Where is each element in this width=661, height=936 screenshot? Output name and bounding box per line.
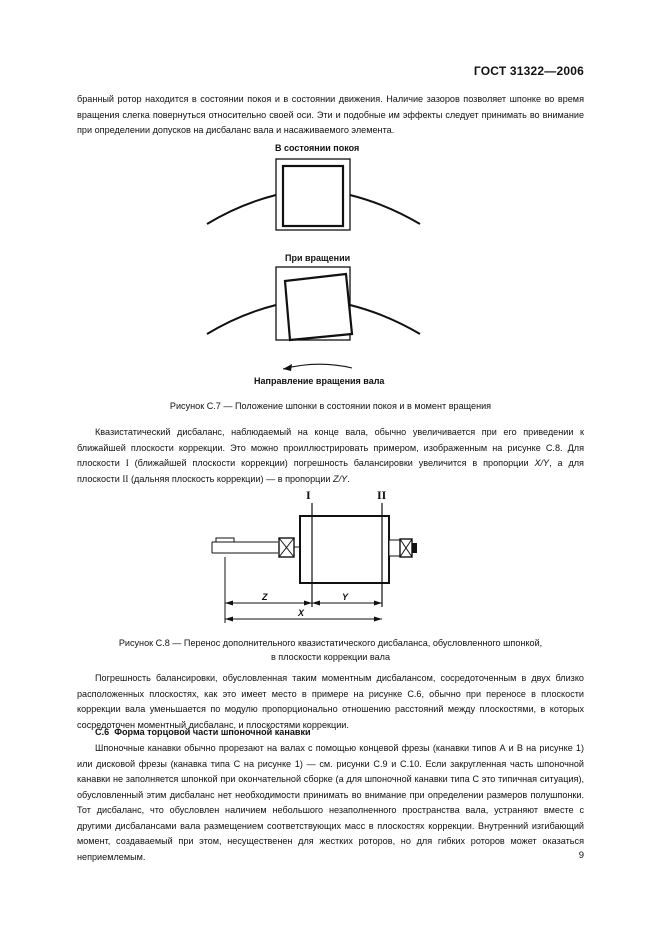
dim-y-arrow-left — [312, 601, 320, 606]
paragraph-keyways: Шпоночные канавки обычно прорезают на валах с помощью концевой фрезы (канавки типов А и В на рисунке 1) или дисковой фрезы (канавка типа С на рисунке 1) — см. рисунки С.9 и С.10. Если закругленная часть шпоночной канавки не заполняется шпонкой при окончательной сборке (а для шпоночной канавки типа С это типичная ситуация), обусловленный этим дисбаланс нет необходимости принимать во внимание при определении размеров полушпонки. Тот дисбаланс, что обусловлен наличием небольшого незаполненного пространства вала, устраняют вместе с другими дисбалансами вала размещением соответствующих масс в плоскостях коррекции. Внутренний изгибающий момент, создаваемый при этом, несущественен для жестких роторов, но для гибких роторов может оказаться неприемлемым. — [77, 743, 584, 862]
plane-ii-ref: II — [122, 473, 129, 484]
section-title: Форма торцовой части шпоночной канавки — [114, 727, 311, 737]
section-number: С.6 — [95, 727, 110, 737]
plane-ii-label: II — [377, 488, 387, 502]
para2-text-1: Квазистатический дисбаланс, наблюдаемый на конце вала, обычно увеличивается при его приведении к ближайшей плоскости коррекции. Это можно проиллюстрировать примером, изображенным на рисунке С.8. Для плоскости — [77, 427, 584, 468]
dim-x-arrow-left — [225, 617, 233, 622]
shaft-right-stub — [389, 540, 400, 556]
rotor-body — [300, 516, 389, 583]
plane-i-ref: I — [125, 458, 129, 468]
figure8-caption — [77, 636, 584, 664]
section-heading — [77, 725, 584, 741]
figure7-label-rest: В состоянии покоя — [275, 143, 360, 153]
page-number: 9 — [578, 850, 584, 861]
para2-text-2: (ближайшей плоскости коррекции) погрешность балансировки увеличится в пропорции — [128, 458, 535, 468]
dim-y-arrow-right — [374, 601, 382, 606]
ratio-zy: Z/Y — [333, 473, 348, 484]
dim-y-label: Y — [342, 592, 349, 602]
figure8-caption-line2: в плоскости коррекции вала — [270, 652, 391, 662]
paragraph-moment-unbalance: Погрешность балансировки, обусловленная таким моментным дисбалансом, сосредоточенным в двух близко расположенных плоскостях, как это имеет место в примере на рисунке С.6, обычно при переносе в плоскости коррекции вала уменьшается по модулю пропорционально отношению расстояний между плоскостями, в которых сосредоточен моментный дисбаланс, и плоскостями коррекции. — [77, 673, 584, 730]
standard-number: ГОСТ 31322—2006 — [473, 64, 584, 78]
dim-x-arrow-right — [374, 617, 382, 622]
figure7-label-rotation: При вращении — [285, 253, 351, 263]
ratio-xy: X/Y — [534, 458, 550, 468]
para2-text-4: (дальняя плоскость коррекции) — в пропорции — [128, 473, 334, 484]
dim-x-label: X — [298, 608, 305, 618]
figure7-caption: Рисунок С.7 — Положение шпонки в состоянии покоя и в момент вращения — [169, 401, 492, 411]
paragraph-intro: бранный ротор находится в состоянии покоя и в состоянии движения. Наличие зазоров позволяет шпонке во время вращения слегка повернуться относительно своей оси. Эти и подобные им эффекты следует принимать во внимание при определении допусков на дисбаланс вала и насаживаемого элемента. — [77, 94, 584, 135]
shaft-right-end — [412, 543, 417, 553]
figure7-label-direction: Направление вращения вала — [254, 376, 385, 386]
dim-z-label: Z — [262, 592, 268, 602]
para2-text-3: , а для плоскости — [77, 458, 584, 484]
dim-z-arrow-left — [225, 601, 233, 606]
plane-i-label: I — [306, 488, 311, 502]
figure8-caption-line1: Рисунок С.8 — Перенос дополнительного квазистатического дисбаланса, обусловленного шпонкой, — [118, 638, 543, 648]
dim-z-arrow-right — [304, 601, 312, 606]
para2-text-5: . — [347, 473, 350, 484]
key-on-shaft — [216, 538, 234, 542]
